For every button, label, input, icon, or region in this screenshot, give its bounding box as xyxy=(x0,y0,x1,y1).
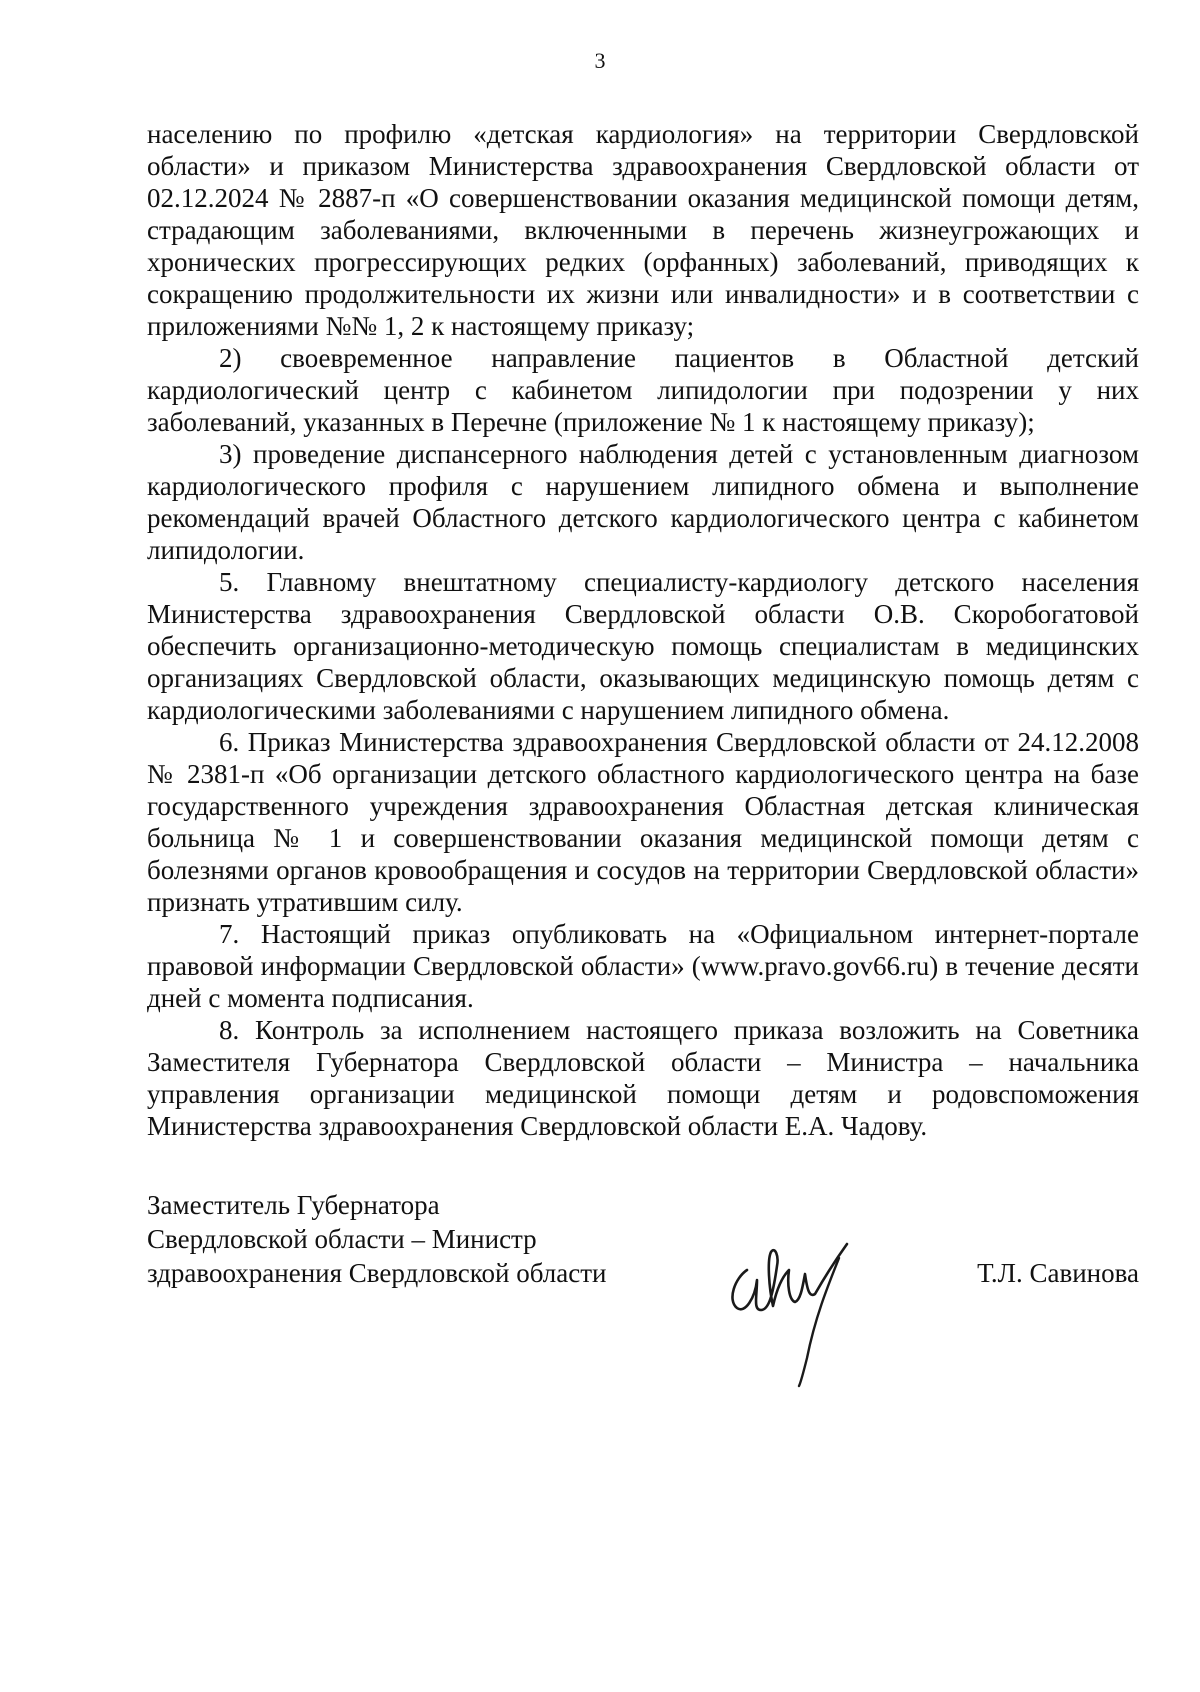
paragraph-clause-6: 6. Приказ Министерства здравоохранения Свердловской области от 24.12.2008 № 2381-п «Об организации детского областного кардиологического центра на базе государственного учреждения здравоохранения Областная детская клиническая больница № 1 и совершенствовании оказания медицинской помощи детям с болезнями органов кровообращения и сосудов на территории Свердловской области» признать утратившим силу. xyxy=(147,727,1139,917)
signer-title xyxy=(147,1188,607,1290)
paragraph-clause-5: 5. Главному внештатному специалисту-кардиологу детского населения Министерства здравоохранения Свердловской области О.В. Скоробогатовой обеспечить организационно-методическую помощь специалистам в медицинских организациях Свердловской области, оказывающих медицинскую помощь детям с кардиологическими заболеваниями с нарушением липидного обмена. xyxy=(147,567,1139,725)
handwritten-signature xyxy=(717,1218,867,1388)
paragraph-continuation: населению по профилю «детская кардиология» на территории Свердловской области» и приказом Министерства здравоохранения Свердловской области от 02.12.2024 № 2887-п «О совершенствовании оказания медицинской помощи детям, страдающим заболеваниями, включенными в перечень жизнеугрожающих и хронических прогрессирующих редких (орфанных) заболеваний, приводящих к сокращению продолжительности их жизни или инвалидности» и в соответствии с приложениями №№ 1, 2 к настоящему приказу; xyxy=(147,119,1139,341)
signer-title-line-1: Заместитель Губернатора xyxy=(147,1190,440,1220)
signer-title-line-3: здравоохранения Свердловской области xyxy=(147,1258,607,1288)
paragraph-item-2: 2) своевременное направление пациентов в Областной детский кардиологический центр с кабинетом липидологии при подозрении у них заболеваний, указанных в Перечне (приложение № 1 к настоящему приказу); xyxy=(147,343,1139,437)
paragraph-clause-7: 7. Настоящий приказ опубликовать на «Официальном интернет-портале правовой информации Свердловской области» (www.pravo.gov66.ru) в течение десяти дней с момента подписания. xyxy=(147,919,1139,1013)
paragraph-clause-8: 8. Контроль за исполнением настоящего приказа возложить на Советника Заместителя Губернатора Свердловской области – Министра – начальника управления организации медицинской помощи детям и родовспоможения Министерства здравоохранения Свердловской области Е.А. Чадову. xyxy=(147,1015,1139,1141)
signer-name: Т.Л. Савинова xyxy=(977,1258,1139,1288)
document-body xyxy=(147,118,1139,1142)
page-number: 3 xyxy=(594,48,606,73)
signature-block xyxy=(147,1188,1139,1388)
paragraph-item-3: 3) проведение диспансерного наблюдения детей с установленным диагнозом кардиологического профиля с нарушением липидного обмена и выполнение рекомендаций врачей Областного детского кардиологического центра с кабинетом липидологии. xyxy=(147,439,1139,565)
signer-title-line-2: Свердловской области – Министр xyxy=(147,1224,537,1254)
